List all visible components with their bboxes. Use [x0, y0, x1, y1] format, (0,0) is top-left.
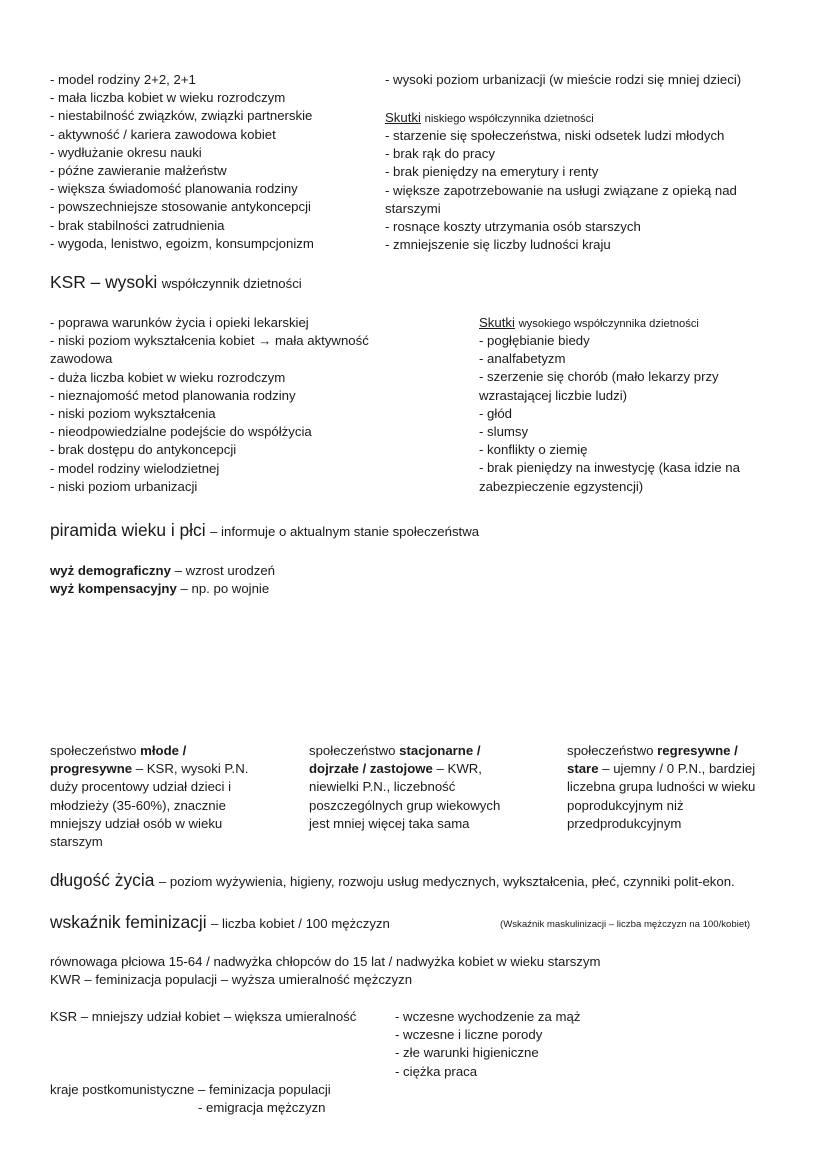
list-item: - duża liczba kobiet w wieku rozrodczym: [50, 369, 286, 385]
definition: – np. po wojnie: [180, 581, 270, 596]
society-line1: [567, 742, 782, 760]
definition: – wzrost urodzeń: [174, 563, 276, 578]
list-item: - niski poziom wykształcenia: [50, 406, 216, 422]
ksr-mortality-causes: [395, 1008, 580, 1081]
list-item: - brak dostępu do antykoncepcji: [50, 442, 237, 458]
description-line: młodzieży (35-60%), znacznie: [50, 797, 226, 813]
term: dojrzałe / zastojowe: [309, 761, 433, 777]
term: stare: [567, 761, 599, 777]
list-item: - większa świadomość planowania rodziny: [50, 181, 298, 197]
description-line: starszym: [50, 834, 103, 850]
list-item: - nieznajomość metod planowania rodziny: [50, 387, 296, 403]
list-item: - wczesne wychodzenie za mąż: [395, 1009, 581, 1024]
feminizacja-rest: – liczba kobiet / 100 mężczyzn: [211, 916, 390, 931]
term: wyż demograficzny: [50, 563, 171, 578]
description-line: przedprodukcyjnym: [567, 815, 682, 831]
society-stationary: [309, 742, 524, 833]
list-item: - wczesne i liczne porody: [395, 1027, 543, 1043]
list-item: starszymi: [385, 200, 441, 216]
description-line: mniejszy udział osób w wieku: [50, 815, 223, 831]
feminizacja-heading: [50, 912, 390, 933]
list-item: - zmniejszenie się liczby ludności kraju: [385, 237, 611, 253]
piramida-title: piramida wieku i płci: [50, 520, 206, 540]
heading-rest: wysokiego współczynnika dzietności: [518, 318, 699, 330]
list-item: - późne zawieranie małżeństw: [50, 163, 227, 179]
list-item: - powszechniejsze stosowanie antykoncepcji: [50, 199, 311, 215]
list-item: - niestabilność związków, związki partnerskie: [50, 108, 313, 124]
heading-word: Skutki: [385, 110, 421, 125]
feminizacja-line2: KWR – feminizacja populacji – wyższa umieralność mężczyzn: [50, 972, 413, 987]
list-item: - model rodziny 2+2, 2+1: [50, 72, 196, 87]
dlugosc-rest: – poziom wyżywienia, higieny, rozwoju usług medycznych, wykształcenia, płeć, czynniki polit-ekon.: [158, 874, 735, 889]
list-item: - niski poziom wykształcenia kobiet → mała aktywność: [50, 333, 369, 349]
list-item: - głód: [479, 405, 512, 421]
list-item: wzrastającej liczbie ludzi): [479, 387, 628, 403]
society-line1: [50, 742, 265, 760]
high-fertility-effects-heading: [479, 314, 699, 333]
top-right-urbanization-line: - wysoki poziom urbanizacji (w mieście rodzi się mniej dzieci): [385, 72, 742, 87]
list-item: - brak rąk do pracy: [385, 146, 495, 162]
list-item: - większe zapotrzebowanie na usługi związane z opieką nad: [385, 182, 737, 198]
label: społeczeństwo: [50, 743, 141, 758]
society-line1: [309, 742, 524, 760]
list-item: - brak stabilności zatrudnienia: [50, 217, 225, 233]
list-item: - wydłużanie okresu nauki: [50, 144, 202, 160]
feminizacja-title: wskaźnik feminizacji: [50, 912, 207, 932]
list-item: - starzenie się społeczeństwa, niski odsetek ludzi młodych: [385, 128, 725, 143]
society-line2: [567, 760, 782, 778]
feminizacja-line1: równowaga płciowa 15-64 / nadwyżka chłopców do 15 lat / nadwyżka kobiet w wieku starszym: [50, 954, 601, 969]
list-item: - aktywność / kariera zawodowa kobiet: [50, 126, 276, 142]
label: społeczeństwo: [309, 743, 400, 758]
list-item: - szerzenie się chorób (mało lekarzy przy: [479, 369, 719, 385]
list-item: - konflikty o ziemię: [479, 442, 588, 458]
piramida-subtitle: – informuje o aktualnym stanie społeczeństwa: [210, 524, 480, 539]
top-left-causes-list: [50, 71, 314, 253]
description-line: jest mniej więcej taka sama: [309, 815, 470, 831]
list-item: - mała liczba kobiet w wieku rozrodczym: [50, 90, 286, 106]
term: regresywne /: [657, 743, 738, 758]
dlugosc-zycia: [50, 870, 735, 891]
dlugosc-title: długość życia: [50, 870, 155, 890]
low-fertility-effects-list: [385, 127, 737, 254]
list-item: - model rodziny wielodzietnej: [50, 460, 220, 476]
piramida-heading: [50, 520, 479, 541]
definition: – KWR,: [432, 761, 482, 777]
society-line2: [309, 760, 524, 778]
list-item: - niski poziom urbanizacji: [50, 478, 198, 494]
list-item: zawodowa: [50, 351, 113, 367]
list-item: zabezpieczenie egzystencji): [479, 478, 644, 494]
wyz-demograficzny: [50, 562, 275, 580]
society-regressive: [567, 742, 782, 833]
heading-word: Skutki: [479, 315, 515, 330]
term: wyż kompensacyjny: [50, 581, 177, 596]
term: stacjonarne /: [399, 743, 481, 758]
postkomunistyczne-sub: - emigracja mężczyzn: [198, 1100, 326, 1115]
ksr-heading-rest: współczynnik dzietności: [161, 276, 302, 291]
list-item: - brak pieniędzy na emerytury i renty: [385, 164, 599, 180]
heading-rest: niskiego współczynnika dzietności: [424, 113, 594, 125]
postkomunistyczne-line: kraje postkomunistyczne – feminizacja populacji: [50, 1082, 331, 1097]
list-item: - slumsy: [479, 424, 529, 440]
term: młode /: [140, 743, 187, 758]
list-item: - nieodpowiedzialne podejście do współżycia: [50, 424, 312, 440]
list-item: - wygoda, lenistwo, egoizm, konsumpcjonizm: [50, 235, 314, 251]
description-line: duży procentowy udział dzieci i: [50, 779, 232, 795]
list-item: - pogłębianie biedy: [479, 333, 590, 348]
list-item: - rosnące koszty utrzymania osób starszych: [385, 219, 641, 235]
term: progresywne: [50, 761, 133, 777]
list-item: - analfabetyzm: [479, 351, 566, 367]
list-item: - ciężka praca: [395, 1063, 478, 1079]
ksr-heading-main: KSR – wysoki: [50, 272, 158, 292]
description-line: poprodukcyjnym niż: [567, 797, 684, 813]
wyz-kompensacyjny: [50, 580, 269, 598]
low-fertility-effects-heading: [385, 109, 594, 128]
society-line2: [50, 760, 265, 778]
definition: – KSR, wysoki P.N.: [132, 761, 249, 777]
ksr-heading: [50, 272, 302, 293]
description-line: poszczególnych grup wiekowych: [309, 797, 501, 813]
list-item: - poprawa warunków życia i opieki lekarskiej: [50, 315, 309, 330]
description-line: niewielki P.N., liczebność: [309, 779, 456, 795]
feminizacja-ksr-line: KSR – mniejszy udział kobiet – większa umieralność: [50, 1009, 357, 1024]
label: społeczeństwo: [567, 743, 658, 758]
high-fertility-effects-list: [479, 332, 740, 496]
definition: – ujemny / 0 P.N., bardziej: [598, 761, 756, 777]
list-item: - brak pieniędzy na inwestycję (kasa idzie na: [479, 460, 740, 476]
society-young: [50, 742, 265, 851]
ksr-causes-list: [50, 314, 369, 496]
maskulinizacja-note: (Wskaźnik maskulinizacji – liczba mężczyzn na 100/kobiet): [500, 919, 751, 930]
list-item: - złe warunki higieniczne: [395, 1045, 539, 1061]
description-line: liczebna grupa ludności w wieku: [567, 779, 756, 795]
